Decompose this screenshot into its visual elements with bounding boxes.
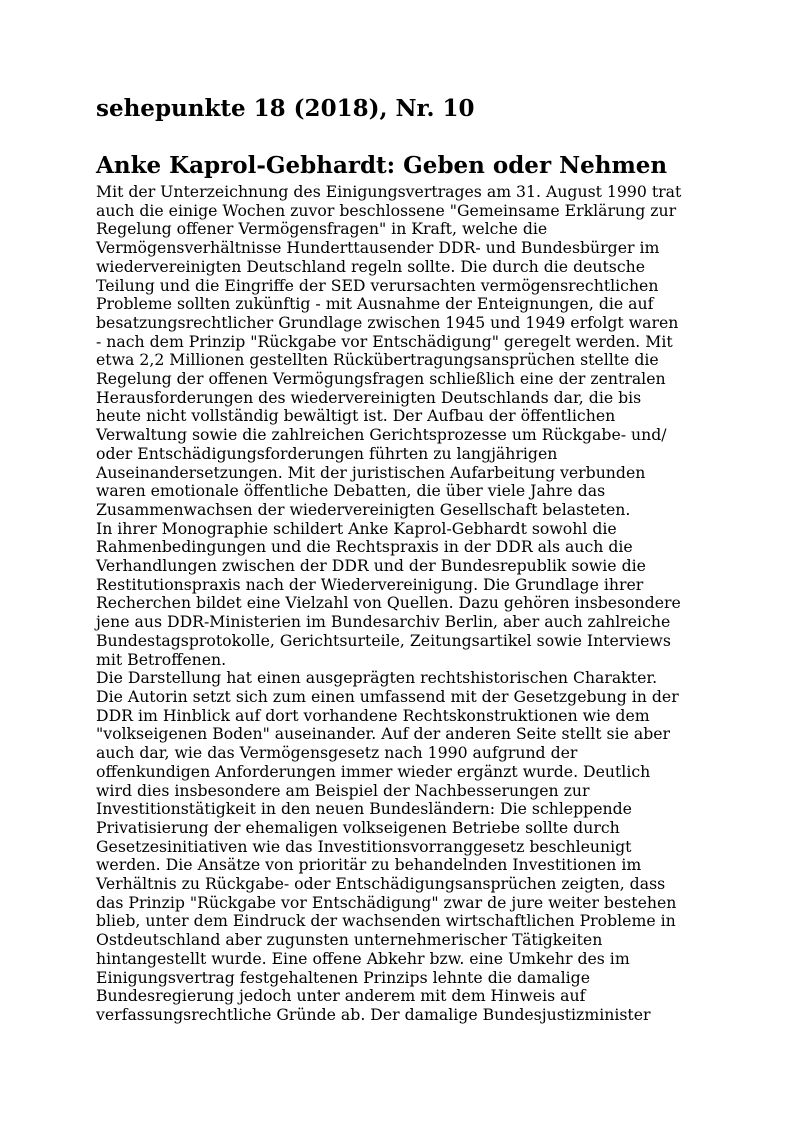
body-text-line: heute nicht vollständig bewältigt ist. Der Aufbau der öffentlichen [96,406,616,426]
body-text-line: Probleme sollten zukünftig - mit Ausnahme der Enteignungen, die auf [96,294,654,314]
body-text-line: das Prinzip "Rückgabe vor Entschädigung" zwar de jure weiter bestehen [96,892,677,912]
body-text-line: besatzungsrechtlicher Grundlage zwischen 1945 und 1949 erfolgt waren [96,312,679,332]
review-title: Anke Kaprol-Gebhardt: Geben oder Nehmen [96,152,668,179]
body-text-line: Verwaltung sowie die zahlreichen Gerichtsprozesse um Rückgabe- und/ [96,425,667,445]
body-text-line: Privatisierung der ehemaligen volkseigenen Betriebe sollte durch [96,817,620,837]
body-text-line: Einigungsvertrag festgehaltenen Prinzips lehnte die damalige [96,967,591,987]
body-text-line: Zusammenwachsen der wiedervereinigten Gesellschaft belasteten. [96,499,631,519]
body-text-line: werden. Die Ansätze von prioritär zu behandelnden Investitionen im [96,855,642,875]
body-text-line: Gesetzesinitiativen wie das Investitionsvorranggesetz beschleunigt [96,836,632,856]
body-text-line: Die Autorin setzt sich zum einen umfassend mit der Gesetzgebung in der [96,686,679,706]
body-text-line: offenkundigen Anforderungen immer wieder ergänzt wurde. Deutlich [96,761,651,781]
body-text-line: Herausforderungen des wiedervereinigten Deutschlands dar, die bis [96,387,642,407]
body-text-line: Investitionstätigkeit in den neuen Bundesländern: Die schleppende [96,799,632,819]
body-text-line: wiedervereinigten Deutschland regeln sollte. Die durch die deutsche [96,256,646,276]
body-text-line: Regelung der offenen Vermögungsfragen schließlich eine der zentralen [96,369,666,389]
body-text-line: etwa 2,2 Millionen gestellten Rückübertragungsansprüchen stellte die [96,350,659,370]
body-text-line: wird dies insbesondere am Beispiel der Nachbesserungen zur [96,780,590,800]
review-body-text [96,183,736,1025]
body-text-line: mit Betroffenen. [96,649,227,669]
body-text-line: oder Entschädigungsforderungen führten zu langjährigen [96,443,558,463]
body-text-line: - nach dem Prinzip "Rückgabe vor Entschädigung" geregelt werden. Mit [96,331,673,351]
body-text-line: Bundestagsprotokolle, Gerichtsurteile, Zeitungsartikel sowie Interviews [96,630,671,650]
body-text-line: Die Darstellung hat einen ausgeprägten rechtshistorischen Charakter. [96,668,658,688]
body-text-line: waren emotionale öffentliche Debatten, die über viele Jahre das [96,481,606,501]
body-text-line: Bundesregierung jedoch unter anderem mit dem Hinweis auf [96,986,586,1006]
body-text-line: Recherchen bildet eine Vielzahl von Quellen. Dazu gehören insbesondere [96,593,681,613]
body-text-line: "volkseigenen Boden" auseinander. Auf der anderen Seite stellt sie aber [96,724,671,744]
body-text-line: Auseinandersetzungen. Mit der juristischen Aufarbeitung verbunden [96,462,646,482]
body-text-line: Restitutionspraxis nach der Wiedervereinigung. Die Grundlage ihrer [96,574,644,594]
journal-citation: sehepunkte 18 (2018), Nr. 10 [96,95,475,122]
body-text-line: Teilung und die Eingriffe der SED verursachten vermögensrechtlichen [96,275,659,295]
body-text-line: auch dar, wie das Vermögensgesetz nach 1990 aufgrund der [96,743,578,763]
body-text-line: Ostdeutschland aber zugunsten unternehmerischer Tätigkeiten [96,930,603,950]
document-page [96,92,736,1025]
body-text-line: Verhandlungen zwischen der DDR und der Bundesrepublik sowie die [96,556,646,576]
body-text-line: jene aus DDR-Ministerien im Bundesarchiv Berlin, aber auch zahlreiche [96,612,671,632]
body-text-line: auch die einige Wochen zuvor beschlossene "Gemeinsame Erklärung zur [96,200,677,220]
body-text-line: Mit der Unterzeichnung des Einigungsvertrages am 31. August 1990 trat [96,182,682,201]
body-text-line: In ihrer Monographie schildert Anke Kaprol-Gebhardt sowohl die [96,518,617,538]
body-text-line: DDR im Hinblick auf dort vorhandene Rechtskonstruktionen wie dem [96,705,650,725]
body-text-line: hintangestellt wurde. Eine offene Abkehr bzw. eine Umkehr des im [96,948,630,968]
body-text-line: Verhältnis zu Rückgabe- oder Entschädigungsansprüchen zeigten, dass [96,874,666,894]
body-text-line: Rahmenbedingungen und die Rechtspraxis in der DDR als auch die [96,537,633,557]
body-text-line: blieb, unter dem Eindruck der wachsenden wirtschaftlichen Probleme in [96,911,676,931]
body-text-line: Regelung offener Vermögensfragen" in Kraft, welche die [96,219,548,239]
body-text-line: verfassungsrechtliche Gründe ab. Der damalige Bundesjustizminister [96,1004,651,1024]
body-text-line: Vermögensverhältnisse Hunderttausender DDR- und Bundesbürger im [96,238,660,258]
